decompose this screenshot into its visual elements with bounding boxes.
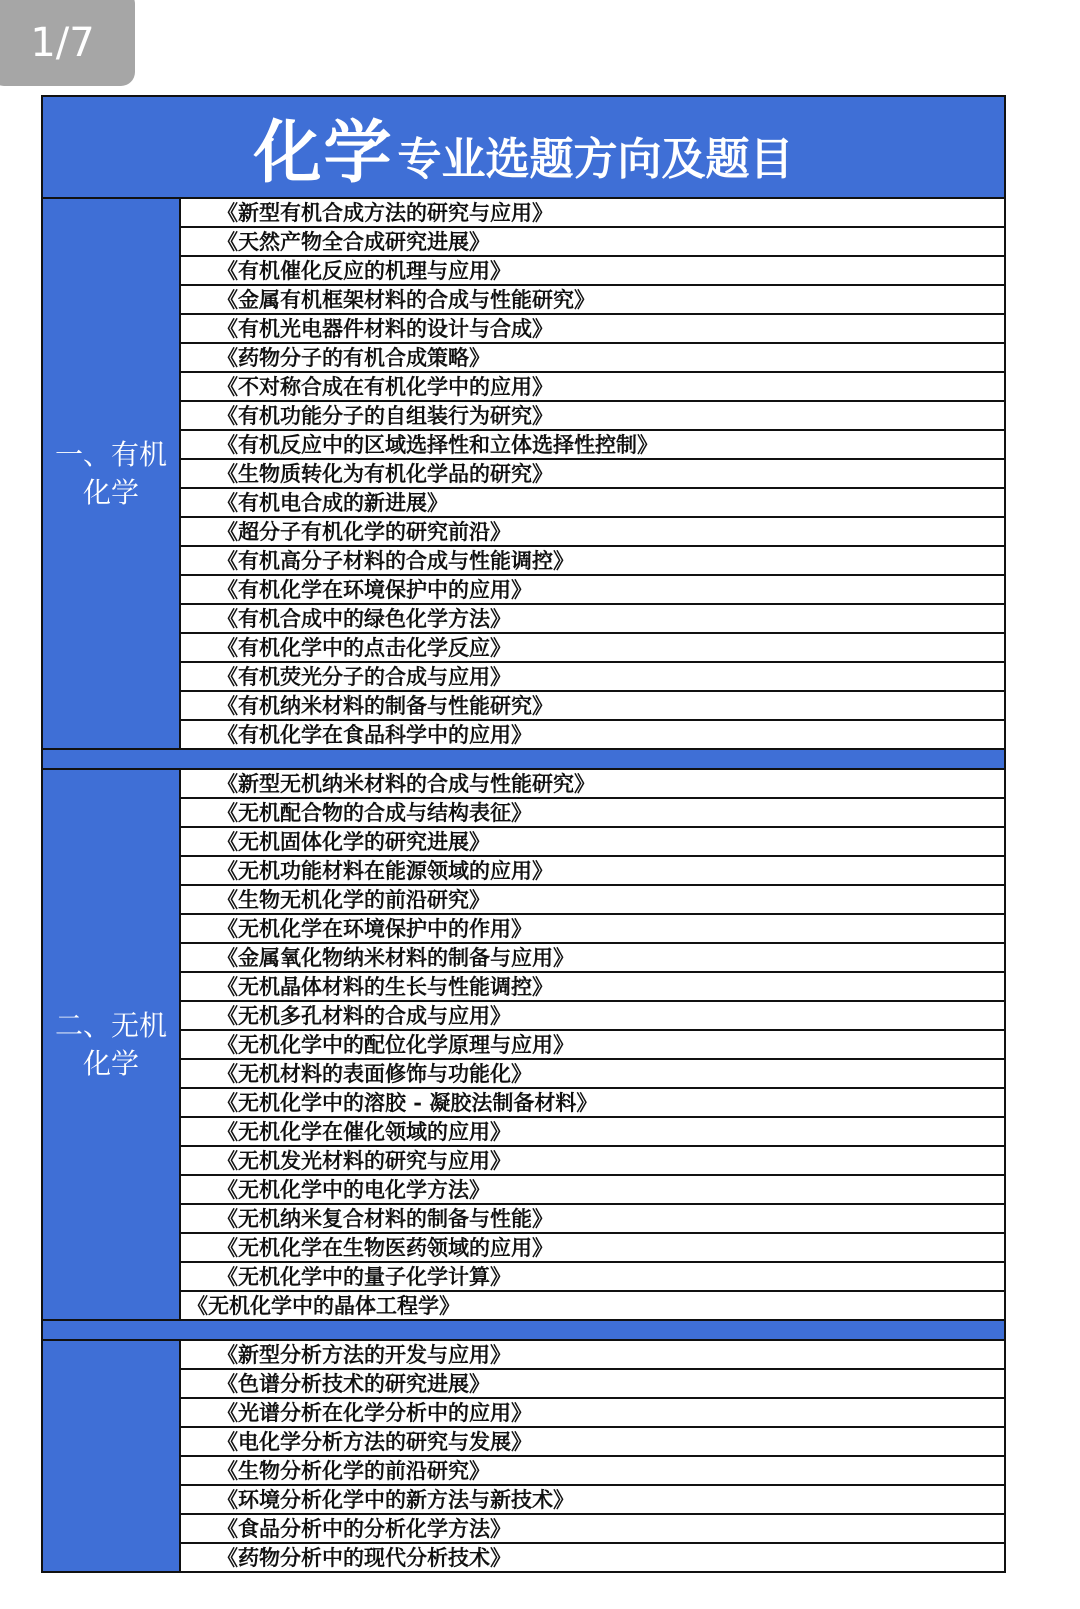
- topic-row: 《有机高分子材料的合成与性能调控》: [181, 547, 1004, 576]
- topic-row: 《无机功能材料在能源领域的应用》: [181, 857, 1004, 886]
- topic-row: 《超分子有机化学的研究前沿》: [181, 518, 1004, 547]
- category-label: [43, 1341, 181, 1571]
- topic-row: 《有机纳米材料的制备与性能研究》: [181, 692, 1004, 721]
- topic-row: 《有机功能分子的自组装行为研究》: [181, 402, 1004, 431]
- title-small: 专业选题方向及题目: [397, 134, 794, 185]
- table-title: [43, 97, 1004, 199]
- topic-row: 《无机化学中的溶胶 - 凝胶法制备材料》: [181, 1089, 1004, 1118]
- category-line-1: 二、无机: [54, 1008, 167, 1042]
- topic-row: 《无机化学在环境保护中的作用》: [181, 915, 1004, 944]
- topic-row: 《有机化学在环境保护中的应用》: [181, 576, 1004, 605]
- topic-row: 《无机化学在生物医药领域的应用》: [181, 1234, 1004, 1263]
- topic-list: [181, 199, 1004, 748]
- topic-row: 《光谱分析在化学分析中的应用》: [181, 1399, 1004, 1428]
- category-line-1: 一、有机: [54, 437, 167, 471]
- topic-row: 《药物分子的有机合成策略》: [181, 344, 1004, 373]
- category-label: [43, 199, 181, 748]
- topic-row: 《天然产物全合成研究进展》: [181, 228, 1004, 257]
- topic-row: 《环境分析化学中的新方法与新技术》: [181, 1486, 1004, 1515]
- topic-row: 《有机合成中的绿色化学方法》: [181, 605, 1004, 634]
- section-divider: [43, 1321, 1004, 1341]
- topic-row: 《新型分析方法的开发与应用》: [181, 1341, 1004, 1370]
- topic-row: 《无机晶体材料的生长与性能调控》: [181, 973, 1004, 1002]
- topic-row: 《色谱分析技术的研究进展》: [181, 1370, 1004, 1399]
- topic-row: 《无机化学中的晶体工程学》: [187, 1293, 460, 1318]
- topic-row: 《电化学分析方法的研究与发展》: [181, 1428, 1004, 1457]
- topic-row: 《有机化学中的点击化学反应》: [181, 634, 1004, 663]
- topic-row: 《无机化学在催化领域的应用》: [181, 1118, 1004, 1147]
- category-line-2: 化学: [82, 1046, 139, 1080]
- topic-row: 《食品分析中的分析化学方法》: [181, 1515, 1004, 1544]
- topic-row: 《无机配合物的合成与结构表征》: [181, 799, 1004, 828]
- topic-row: 《金属有机框架材料的合成与性能研究》: [181, 286, 1004, 315]
- topic-row: 《无机多孔材料的合成与应用》: [181, 1002, 1004, 1031]
- section-divider: [43, 750, 1004, 770]
- topic-row: 《无机化学中的配位化学原理与应用》: [181, 1031, 1004, 1060]
- topic-row: 《无机化学中的量子化学计算》: [181, 1263, 1004, 1292]
- topic-row: 《无机发光材料的研究与应用》: [181, 1147, 1004, 1176]
- topic-row: 《药物分析中的现代分析技术》: [217, 1545, 511, 1570]
- topic-row: 《有机荧光分子的合成与应用》: [181, 663, 1004, 692]
- topic-row: 《生物质转化为有机化学品的研究》: [181, 460, 1004, 489]
- category-label: [43, 770, 181, 1319]
- title-big: 化学: [253, 112, 394, 193]
- topic-row: 《金属氧化物纳米材料的制备与应用》: [181, 944, 1004, 973]
- topic-row: 《生物分析化学的前沿研究》: [181, 1457, 1004, 1486]
- section-inorganic: [43, 770, 1004, 1321]
- section-organic: [43, 199, 1004, 750]
- topic-row: 《有机反应中的区域选择性和立体选择性控制》: [181, 431, 1004, 460]
- topic-row: 《新型无机纳米材料的合成与性能研究》: [181, 770, 1004, 799]
- topic-row: 《无机材料的表面修饰与功能化》: [181, 1060, 1004, 1089]
- topic-row: 《无机固体化学的研究进展》: [181, 828, 1004, 857]
- topic-row: 《有机电合成的新进展》: [181, 489, 1004, 518]
- page-counter: 1/7: [0, 0, 135, 86]
- topic-row: 《有机催化反应的机理与应用》: [181, 257, 1004, 286]
- topic-row: 《无机纳米复合材料的制备与性能》: [181, 1205, 1004, 1234]
- topic-row: 《生物无机化学的前沿研究》: [181, 886, 1004, 915]
- section-analytical: [43, 1341, 1004, 1571]
- topic-row: 《不对称合成在有机化学中的应用》: [181, 373, 1004, 402]
- topic-row: 《新型有机合成方法的研究与应用》: [181, 199, 1004, 228]
- topic-list: [181, 770, 1004, 1319]
- topic-row: 《有机光电器件材料的设计与合成》: [181, 315, 1004, 344]
- topic-list: [181, 1341, 1004, 1571]
- category-line-2: 化学: [82, 475, 139, 509]
- topic-row: 《无机化学中的电化学方法》: [181, 1176, 1004, 1205]
- topic-row: 《有机化学在食品科学中的应用》: [217, 722, 532, 747]
- topic-table: [41, 95, 1006, 1573]
